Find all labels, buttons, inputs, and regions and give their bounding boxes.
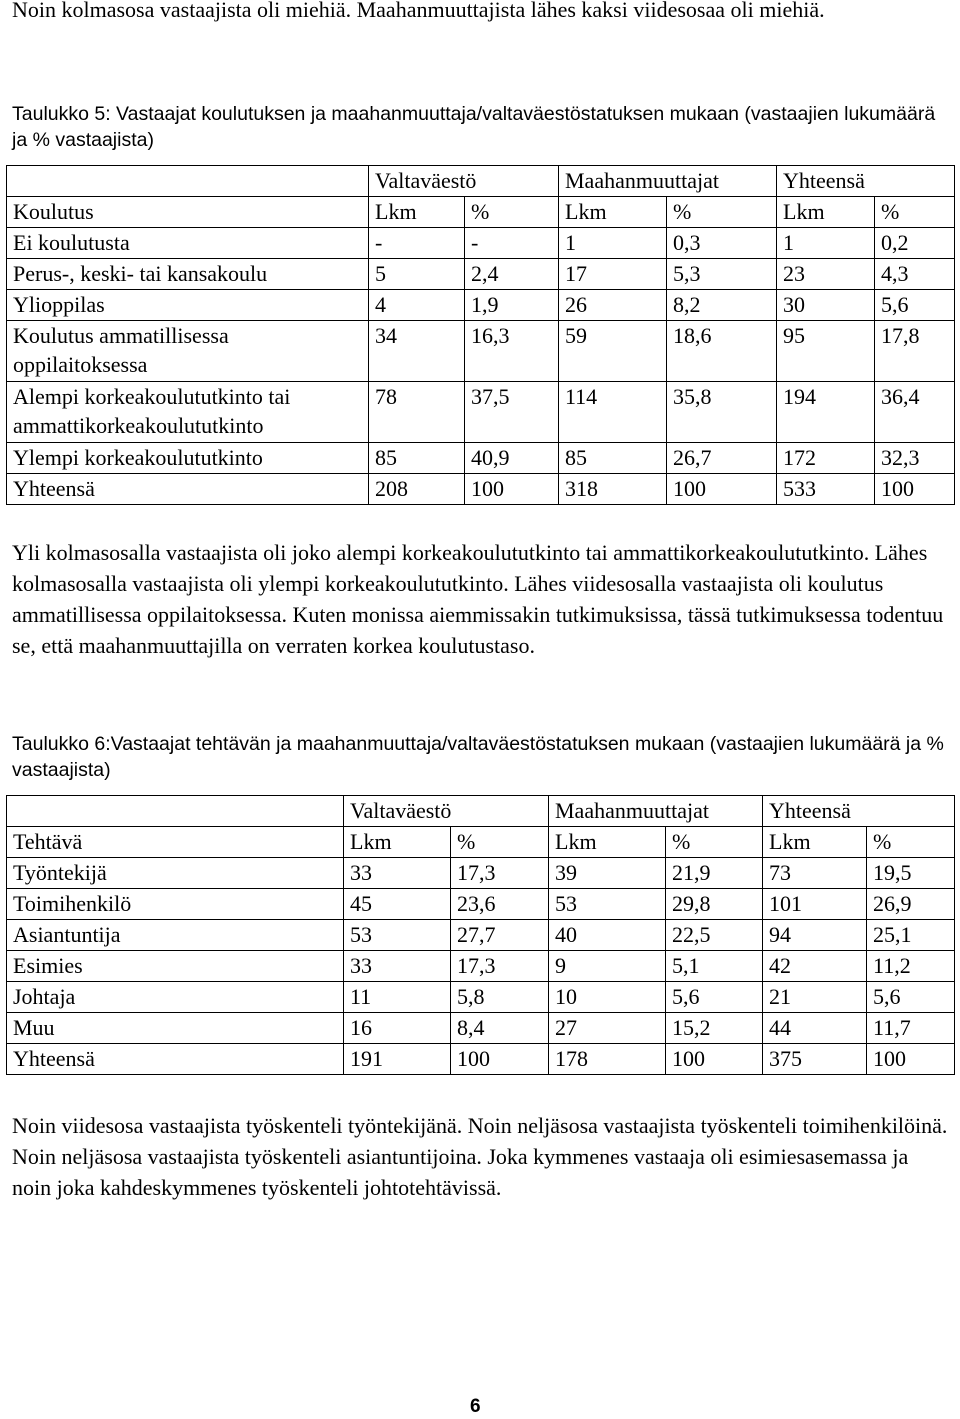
table6-subheader: % bbox=[451, 827, 549, 858]
table5-cell: 85 bbox=[369, 443, 465, 474]
table5-cell: 100 bbox=[875, 474, 955, 505]
table6-cell: 27 bbox=[549, 1013, 666, 1044]
table5-subheader: % bbox=[667, 197, 777, 228]
table-row bbox=[7, 474, 955, 505]
table5-cell: 5 bbox=[369, 259, 465, 290]
table6-cell: 25,1 bbox=[867, 920, 955, 951]
table5-cell: 0,3 bbox=[667, 228, 777, 259]
table5-cell: - bbox=[369, 228, 465, 259]
table5-group-header: Maahanmuuttajat bbox=[559, 166, 777, 197]
table-row bbox=[7, 228, 955, 259]
table6-cell: 375 bbox=[763, 1044, 867, 1075]
table6-corner-cell bbox=[7, 796, 344, 827]
table-row bbox=[7, 321, 955, 382]
table5-subheader: Lkm bbox=[369, 197, 465, 228]
table-row bbox=[7, 889, 955, 920]
table5-cell: 26 bbox=[559, 290, 667, 321]
table5-cell: 95 bbox=[777, 321, 875, 382]
table5-cell: 208 bbox=[369, 474, 465, 505]
table5-cell: 4,3 bbox=[875, 259, 955, 290]
table6-row-label: Yhteensä bbox=[7, 1044, 344, 1075]
table6 bbox=[6, 795, 955, 1075]
table5-cell: 30 bbox=[777, 290, 875, 321]
table6-cell: 26,9 bbox=[867, 889, 955, 920]
table5-row-label: Ylioppilas bbox=[7, 290, 369, 321]
table5-caption: Taulukko 5: Vastaajat koulutuksen ja maahanmuuttaja/valtaväestöstatuksen mukaan (vastaajien lukumäärä ja % vastaajista) bbox=[12, 103, 936, 151]
table6-cell: 29,8 bbox=[666, 889, 763, 920]
table6-cell: 73 bbox=[763, 858, 867, 889]
table6-cell: 5,8 bbox=[451, 982, 549, 1013]
table6-cell: 23,6 bbox=[451, 889, 549, 920]
table6-cell: 21 bbox=[763, 982, 867, 1013]
table6-cell: 100 bbox=[451, 1044, 549, 1075]
table5-cell: 172 bbox=[777, 443, 875, 474]
table6-cell: 53 bbox=[344, 920, 451, 951]
table5-row-label: Yhteensä bbox=[7, 474, 369, 505]
table5-cell: 16,3 bbox=[465, 321, 559, 382]
table5-cell: 5,3 bbox=[667, 259, 777, 290]
table6-cell: 101 bbox=[763, 889, 867, 920]
table6-cell: 11 bbox=[344, 982, 451, 1013]
table6-cell: 100 bbox=[666, 1044, 763, 1075]
table6-cell: 10 bbox=[549, 982, 666, 1013]
table6-cell: 45 bbox=[344, 889, 451, 920]
table5-cell: 26,7 bbox=[667, 443, 777, 474]
table6-cell: 11,2 bbox=[867, 951, 955, 982]
table6-row-label: Työntekijä bbox=[7, 858, 344, 889]
table6-subheader: Lkm bbox=[344, 827, 451, 858]
table5-group-header: Yhteensä bbox=[777, 166, 955, 197]
table6-group-header: Yhteensä bbox=[763, 796, 955, 827]
table5-cell: 318 bbox=[559, 474, 667, 505]
table6-row-label: Muu bbox=[7, 1013, 344, 1044]
table5-cell: 4 bbox=[369, 290, 465, 321]
table5-subheader: % bbox=[875, 197, 955, 228]
table6-cell: 11,7 bbox=[867, 1013, 955, 1044]
table6-group-header-row bbox=[7, 796, 955, 827]
table5-cell: 17,8 bbox=[875, 321, 955, 382]
table5-cell: 533 bbox=[777, 474, 875, 505]
table5-subheader: % bbox=[465, 197, 559, 228]
table5-group-header: Valtaväestö bbox=[369, 166, 559, 197]
table6-cell: 5,6 bbox=[867, 982, 955, 1013]
table-row bbox=[7, 290, 955, 321]
table6-cell: 100 bbox=[867, 1044, 955, 1075]
table5-cell: 8,2 bbox=[667, 290, 777, 321]
table5-row-label: Perus-, keski- tai kansakoulu bbox=[7, 259, 369, 290]
table6-cell: 17,3 bbox=[451, 858, 549, 889]
page-number: 6 bbox=[470, 1396, 481, 1417]
table6-cell: 53 bbox=[549, 889, 666, 920]
table6-group-header: Valtaväestö bbox=[344, 796, 549, 827]
table5-subheader-row bbox=[7, 197, 955, 228]
table6-cell: 94 bbox=[763, 920, 867, 951]
table6-subheader: Lkm bbox=[549, 827, 666, 858]
table5-cell: - bbox=[465, 228, 559, 259]
table5-cell: 194 bbox=[777, 382, 875, 443]
table6-cell: 5,6 bbox=[666, 982, 763, 1013]
middle-paragraph: Yli kolmasosalla vastaajista oli joko alempi korkeakoulututkinto tai ammattikorkeakoulututkinto. Lähes kolmasosalla vastaajista oli ylempi korkeakoulututkinto. Lähes viidesosalla vastaajista oli koulutus ammatillisessa oppilaitoksessa. Kuten monissa aiemmissakin tutkimuksissa, tässä tutkimuksessa todentuu se, että maahanmuuttajilla on verraten korkea koulutustaso. bbox=[12, 540, 944, 658]
table6-cell: 44 bbox=[763, 1013, 867, 1044]
table6-cell: 15,2 bbox=[666, 1013, 763, 1044]
table-row bbox=[7, 1013, 955, 1044]
table6-group-header: Maahanmuuttajat bbox=[549, 796, 763, 827]
table-row bbox=[7, 920, 955, 951]
table5-cell: 78 bbox=[369, 382, 465, 443]
table6-subheader-row bbox=[7, 827, 955, 858]
table6-cell: 16 bbox=[344, 1013, 451, 1044]
table6-cell: 39 bbox=[549, 858, 666, 889]
table5-cell: 37,5 bbox=[465, 382, 559, 443]
table5-cell: 18,6 bbox=[667, 321, 777, 382]
table-row bbox=[7, 443, 955, 474]
table-row bbox=[7, 951, 955, 982]
table6-cell: 5,1 bbox=[666, 951, 763, 982]
table6-row-label: Toimihenkilö bbox=[7, 889, 344, 920]
table6-cell: 19,5 bbox=[867, 858, 955, 889]
table-row bbox=[7, 259, 955, 290]
table5-corner-cell bbox=[7, 166, 369, 197]
table5-cell: 59 bbox=[559, 321, 667, 382]
table5-cell: 36,4 bbox=[875, 382, 955, 443]
table6-cell: 8,4 bbox=[451, 1013, 549, 1044]
table5-subheader: Lkm bbox=[777, 197, 875, 228]
table6-cell: 17,3 bbox=[451, 951, 549, 982]
table6-cell: 42 bbox=[763, 951, 867, 982]
table6-row-label: Esimies bbox=[7, 951, 344, 982]
table6-cell: 27,7 bbox=[451, 920, 549, 951]
table6-cell: 21,9 bbox=[666, 858, 763, 889]
table5-cell: 35,8 bbox=[667, 382, 777, 443]
table5-cell: 1 bbox=[559, 228, 667, 259]
table6-subheader: % bbox=[666, 827, 763, 858]
table5-row-label-header: Koulutus bbox=[7, 197, 369, 228]
table-row bbox=[7, 982, 955, 1013]
table5-cell: 100 bbox=[667, 474, 777, 505]
table6-cell: 40 bbox=[549, 920, 666, 951]
table5-cell: 100 bbox=[465, 474, 559, 505]
table5 bbox=[6, 165, 955, 505]
closing-paragraph: Noin viidesosa vastaajista työskenteli työntekijänä. Noin neljäsosa vastaajista työskenteli toimihenkilöinä. Noin neljäsosa vastaajista työskenteli asiantuntijoina. Joka kymmenes vastaaja oli esimiesasemassa ja noin joka kahdeskymmenes työskenteli johtotehtävissä. bbox=[12, 1113, 948, 1200]
table5-cell: 5,6 bbox=[875, 290, 955, 321]
table5-cell: 85 bbox=[559, 443, 667, 474]
table6-row-label-header: Tehtävä bbox=[7, 827, 344, 858]
table6-subheader: % bbox=[867, 827, 955, 858]
table6-cell: 9 bbox=[549, 951, 666, 982]
table-row bbox=[7, 858, 955, 889]
intro-paragraph: Noin kolmasosa vastaajista oli miehiä. Maahanmuuttajista lähes kaksi viidesosaa oli miehiä. bbox=[12, 0, 825, 22]
table5-row-label: Koulutus ammatillisessa oppilaitoksessa bbox=[7, 321, 369, 382]
table-row bbox=[7, 382, 955, 443]
table5-cell: 32,3 bbox=[875, 443, 955, 474]
table5-row-label: Ei koulutusta bbox=[7, 228, 369, 259]
table5-cell: 0,2 bbox=[875, 228, 955, 259]
table5-group-header-row bbox=[7, 166, 955, 197]
table5-subheader: Lkm bbox=[559, 197, 667, 228]
table5-cell: 17 bbox=[559, 259, 667, 290]
table5-cell: 114 bbox=[559, 382, 667, 443]
table5-cell: 23 bbox=[777, 259, 875, 290]
table6-cell: 191 bbox=[344, 1044, 451, 1075]
table6-caption: Taulukko 6:Vastaajat tehtävän ja maahanmuuttaja/valtaväestöstatuksen mukaan (vastaajien lukumäärä ja % vastaajista) bbox=[12, 733, 944, 781]
table5-cell: 2,4 bbox=[465, 259, 559, 290]
table-row bbox=[7, 1044, 955, 1075]
table6-subheader: Lkm bbox=[763, 827, 867, 858]
table5-row-label: Alempi korkeakoulututkinto tai ammattikorkeakoulututkinto bbox=[7, 382, 369, 443]
table5-cell: 34 bbox=[369, 321, 465, 382]
table5-cell: 40,9 bbox=[465, 443, 559, 474]
table5-cell: 1 bbox=[777, 228, 875, 259]
table6-row-label: Asiantuntija bbox=[7, 920, 344, 951]
table6-row-label: Johtaja bbox=[7, 982, 344, 1013]
table5-cell: 1,9 bbox=[465, 290, 559, 321]
table6-cell: 22,5 bbox=[666, 920, 763, 951]
table6-cell: 33 bbox=[344, 951, 451, 982]
table5-row-label: Ylempi korkeakoulututkinto bbox=[7, 443, 369, 474]
table6-cell: 178 bbox=[549, 1044, 666, 1075]
table6-cell: 33 bbox=[344, 858, 451, 889]
